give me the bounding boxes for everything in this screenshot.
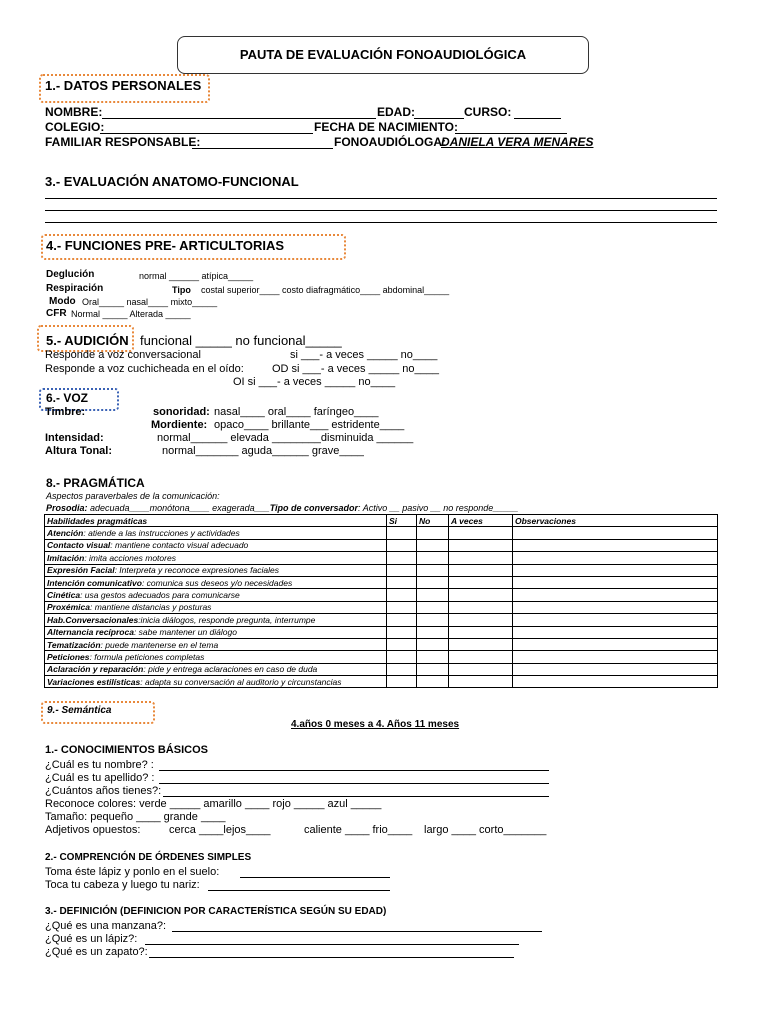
answer-line[interactable] (45, 222, 717, 223)
fecha-label: FECHA DE NACIMIENTO: (314, 120, 458, 134)
tipo-conversador-options: : Activo __ pasivo __ no responde_____ (358, 503, 519, 513)
skill-cell (45, 564, 387, 576)
a-veces-cell[interactable] (449, 539, 513, 551)
skill-cell (45, 527, 387, 539)
skill-cell (45, 601, 387, 613)
observaciones-cell[interactable] (513, 564, 718, 576)
no-cell[interactable] (417, 614, 449, 626)
a-veces-cell[interactable] (449, 601, 513, 613)
q-apellido-field[interactable] (159, 783, 549, 784)
no-cell[interactable] (417, 527, 449, 539)
familiar-field[interactable] (192, 148, 333, 149)
skill-cell (45, 589, 387, 601)
skill-label: Aclaración y reparación (47, 664, 144, 675)
skill-description: : pide y entrega aclaraciones en caso de duda (143, 664, 318, 675)
si-cell[interactable] (387, 539, 417, 551)
curso-field[interactable] (514, 118, 561, 119)
si-cell[interactable] (387, 527, 417, 539)
skill-description: : sabe mantener un diálogo (133, 627, 237, 638)
observaciones-cell[interactable] (513, 638, 718, 650)
edad-label: EDAD: (377, 105, 415, 119)
observaciones-cell[interactable] (513, 663, 718, 675)
skill-cell (45, 552, 387, 564)
edad-field[interactable] (414, 118, 464, 119)
section-1-heading: 1.- DATOS PERSONALES (45, 78, 202, 93)
tipo-conversador-label: Tipo de conversador (269, 503, 359, 513)
def-zapato-field[interactable] (149, 957, 514, 958)
skill-label: Hab.Conversacionales (47, 614, 139, 625)
table-row (45, 676, 718, 688)
section-3-heading: 3.- EVALUACIÓN ANATOMO-FUNCIONAL (45, 174, 299, 189)
pragmatic-skills-table (44, 514, 718, 688)
skill-description: : mantiene contacto visual adecuado (110, 540, 249, 551)
intensidad-label: Intensidad: (45, 432, 104, 444)
skill-description: : imita acciones motores (84, 552, 176, 563)
adjetivos-cerca-lejos: cerca ____lejos____ (169, 824, 271, 836)
a-veces-cell[interactable] (449, 651, 513, 663)
observaciones-cell[interactable] (513, 601, 718, 613)
table-row (45, 663, 718, 675)
no-cell[interactable] (417, 638, 449, 650)
si-cell[interactable] (387, 564, 417, 576)
table-row (45, 651, 718, 663)
skill-description: :inicia diálogos, responde pregunta, interrumpe (138, 614, 316, 625)
orden-cabeza-field[interactable] (208, 890, 390, 891)
skill-label: Expresión Facial (47, 565, 115, 576)
skill-label: Contacto visual (47, 540, 111, 551)
observaciones-cell[interactable] (513, 614, 718, 626)
skill-description: : Interpreta y reconoce expresiones faciales (114, 565, 279, 576)
deglucion-label: Deglución (46, 269, 95, 280)
no-cell[interactable] (417, 601, 449, 613)
modo-label: Modo (49, 296, 76, 307)
observaciones-cell[interactable] (513, 676, 718, 688)
skill-description: : adapta su conversación al auditorio y circunstancias (140, 676, 342, 687)
table-row (45, 614, 718, 626)
observaciones-cell[interactable] (513, 651, 718, 663)
conocimientos-heading: 1.- CONOCIMIENTOS BÁSICOS (45, 744, 208, 756)
table-row (45, 626, 718, 638)
prosodia-label: Prosodia: (46, 503, 88, 513)
no-cell[interactable] (417, 651, 449, 663)
skill-description: : comunica sus deseos y/o necesidades (141, 577, 293, 588)
table-row (45, 638, 718, 650)
definicion-heading: 3.- DEFINICIÓN (DEFINICION POR CARACTERÍSTICA SEGÚN SU EDAD) (45, 906, 387, 917)
skill-cell (45, 663, 387, 675)
skill-label: Variaciones estilísticas (47, 676, 141, 687)
no-cell[interactable] (417, 626, 449, 638)
table-header-row (45, 515, 718, 527)
section-8-heading: 8.- PRAGMÁTICA (46, 476, 145, 490)
observaciones-cell[interactable] (513, 527, 718, 539)
si-cell[interactable] (387, 552, 417, 564)
skill-cell (45, 614, 387, 626)
skill-cell (45, 626, 387, 638)
skill-label: Imitación (47, 552, 85, 563)
def-lapiz-label: ¿Qué es un lápiz?: (45, 933, 138, 945)
tipo-options: costal superior____ costo diafragmático____ abdominal_____ (201, 285, 450, 295)
def-zapato-label: ¿Qué es un zapato?: (45, 946, 148, 958)
fono-name: DANIELA VERA MENARES (441, 135, 594, 149)
skill-label: Atención (47, 528, 84, 539)
cfr-label: CFR (46, 308, 67, 319)
modo-options: Oral_____ nasal____ mixto_____ (82, 297, 218, 307)
fecha-field[interactable] (455, 133, 567, 134)
colegio-field[interactable] (100, 133, 313, 134)
si-cell[interactable] (387, 626, 417, 638)
table-row (45, 589, 718, 601)
tipo-label: Tipo (172, 285, 191, 295)
def-manzana-label: ¿Qué es una manzana?: (45, 920, 167, 932)
ordenes-heading: 2.- COMPRENCIÓN DE ÓRDENES SIMPLES (45, 852, 252, 863)
observaciones-cell[interactable] (513, 626, 718, 638)
skill-description: : atiende a las instrucciones y actividades (83, 528, 240, 539)
si-cell[interactable] (387, 651, 417, 663)
adjetivos-caliente-frio: caliente ____ frio____ (304, 824, 413, 836)
skill-label: Alternancia recíproca (47, 627, 134, 638)
responde-cuchicheada: Responde a voz cuchicheada en el oído: (45, 363, 244, 375)
no-cell[interactable] (417, 589, 449, 601)
observaciones-cell[interactable] (513, 589, 718, 601)
a-veces-cell[interactable] (449, 626, 513, 638)
skill-description: : mantiene distancias y posturas (90, 602, 212, 613)
a-veces-cell[interactable] (449, 614, 513, 626)
skill-cell (45, 651, 387, 663)
skill-description: : usa gestos adecuados para comunicarse (80, 590, 240, 601)
table-row (45, 539, 718, 551)
si-cell[interactable] (387, 589, 417, 601)
responde-od-options: OD si ___- a veces _____ no____ (272, 363, 439, 375)
tamano: Tamaño: pequeño ____ grande ____ (45, 811, 226, 823)
mordiente-options: opaco____ brillante___ estridente____ (214, 419, 405, 431)
a-veces-cell[interactable] (449, 527, 513, 539)
q-anos-label: ¿Cuántos años tienes?: (45, 785, 162, 797)
page-title: PAUTA DE EVALUACIÓN FONOAUDIOLÓGICA (239, 47, 527, 62)
table-header: A veces (449, 515, 513, 527)
a-veces-cell[interactable] (449, 676, 513, 688)
skill-label: Cinética (47, 590, 81, 601)
table-header: Observaciones (513, 515, 718, 527)
skill-cell (45, 638, 387, 650)
a-veces-cell[interactable] (449, 663, 513, 675)
answer-line[interactable] (45, 210, 717, 211)
skill-description: : puede mantenerse en el tema (100, 639, 219, 650)
si-cell[interactable] (387, 614, 417, 626)
no-cell[interactable] (417, 539, 449, 551)
skill-cell (45, 676, 387, 688)
intensidad-options: normal______ elevada ________disminuida ______ (157, 432, 414, 444)
responde-oi-options: OI si ___- a veces _____ no____ (233, 376, 396, 388)
skill-label: Proxémica (47, 602, 90, 613)
no-cell[interactable] (417, 576, 449, 588)
timbre-label: Timbre: (45, 406, 86, 418)
no-cell[interactable] (417, 663, 449, 675)
deglucion-options: normal ______ atípica_____ (139, 271, 254, 281)
fono-label: FONOAUDIÓLOGA: (334, 135, 446, 149)
audicion-options: funcional _____ no funcional_____ (140, 333, 342, 348)
observaciones-cell[interactable] (513, 552, 718, 564)
section-6-heading: 6.- VOZ (46, 391, 89, 405)
altura-label: Altura Tonal: (45, 445, 113, 457)
table-header: Si (387, 515, 417, 527)
skill-label: Tematización (47, 639, 101, 650)
a-veces-cell[interactable] (449, 564, 513, 576)
observaciones-cell[interactable] (513, 539, 718, 551)
responde-conversacional: Responde a voz conversacional (45, 349, 201, 361)
si-cell[interactable] (387, 663, 417, 675)
nombre-field[interactable] (102, 118, 376, 119)
answer-line[interactable] (45, 198, 717, 199)
a-veces-cell[interactable] (449, 552, 513, 564)
skill-description: : formula peticiones completas (89, 651, 205, 662)
table-row (45, 552, 718, 564)
a-veces-cell[interactable] (449, 576, 513, 588)
orden-lapiz-field[interactable] (240, 877, 390, 878)
q-nombre-label: ¿Cuál es tu nombre? : (45, 759, 154, 771)
adjetivos-label: Adjetivos opuestos: (45, 824, 141, 836)
cfr-options: Normal _____ Alterada _____ (71, 309, 191, 319)
answer-line-short[interactable] (45, 222, 125, 223)
sonoridad-options: nasal____ oral____ faríngeo____ (214, 406, 379, 418)
table-header: Habilidades pragmáticas (45, 515, 387, 527)
colegio-label: COLEGIO: (45, 120, 105, 134)
nombre-label: NOMBRE: (45, 105, 103, 119)
table-row (45, 527, 718, 539)
responde-conversacional-options: si ___- a veces _____ no____ (290, 349, 438, 361)
observaciones-cell[interactable] (513, 576, 718, 588)
orden-cabeza-label: Toca tu cabeza y luego tu nariz: (45, 879, 200, 891)
table-row (45, 564, 718, 576)
def-manzana-field[interactable] (172, 931, 542, 932)
section-9-heading: 9.- Semántica (47, 705, 112, 716)
sonoridad-label: sonoridad: (153, 406, 210, 418)
si-cell[interactable] (387, 601, 417, 613)
section-5-heading: 5.- AUDICIÓN (46, 333, 129, 348)
reconoce-colores: Reconoce colores: verde _____ amarillo ____ rojo _____ azul _____ (45, 798, 382, 810)
skill-cell (45, 576, 387, 588)
skill-label: Intención comunicativo (47, 577, 142, 588)
si-cell[interactable] (387, 576, 417, 588)
no-cell[interactable] (417, 552, 449, 564)
section-4-heading: 4.- FUNCIONES PRE- ARTICULTORIAS (46, 238, 285, 253)
def-lapiz-field[interactable] (145, 944, 519, 945)
table-header: No (417, 515, 449, 527)
title-box (177, 36, 589, 74)
a-veces-cell[interactable] (449, 589, 513, 601)
mordiente-label: Mordiente: (151, 419, 208, 431)
prosodia-options: adecuada____monótona____ exagerada___ (87, 503, 270, 513)
orden-lapiz-label: Toma éste lápiz y ponlo en el suelo: (45, 866, 220, 878)
si-cell[interactable] (387, 676, 417, 688)
q-anos-field[interactable] (163, 796, 549, 797)
familiar-label: FAMILIAR RESPONSABLE: (45, 135, 201, 149)
table-row (45, 601, 718, 613)
no-cell[interactable] (417, 676, 449, 688)
no-cell[interactable] (417, 564, 449, 576)
paraverbales-subheading: Aspectos paraverbales de la comunicación: (46, 491, 220, 501)
altura-options: normal_______ aguda______ grave____ (162, 445, 364, 457)
skill-label: Peticiones (47, 651, 90, 662)
age-range: 4.años 0 meses a 4. Años 11 meses (291, 719, 460, 730)
curso-label: CURSO: (464, 105, 512, 119)
table-row (45, 576, 718, 588)
a-veces-cell[interactable] (449, 638, 513, 650)
si-cell[interactable] (387, 638, 417, 650)
skill-cell (45, 539, 387, 551)
q-nombre-field[interactable] (159, 770, 549, 771)
q-apellido-label: ¿Cuál es tu apellido? : (45, 772, 155, 784)
adjetivos-largo-corto: largo ____ corto_______ (424, 824, 547, 836)
respiracion-label: Respiración (46, 283, 104, 294)
